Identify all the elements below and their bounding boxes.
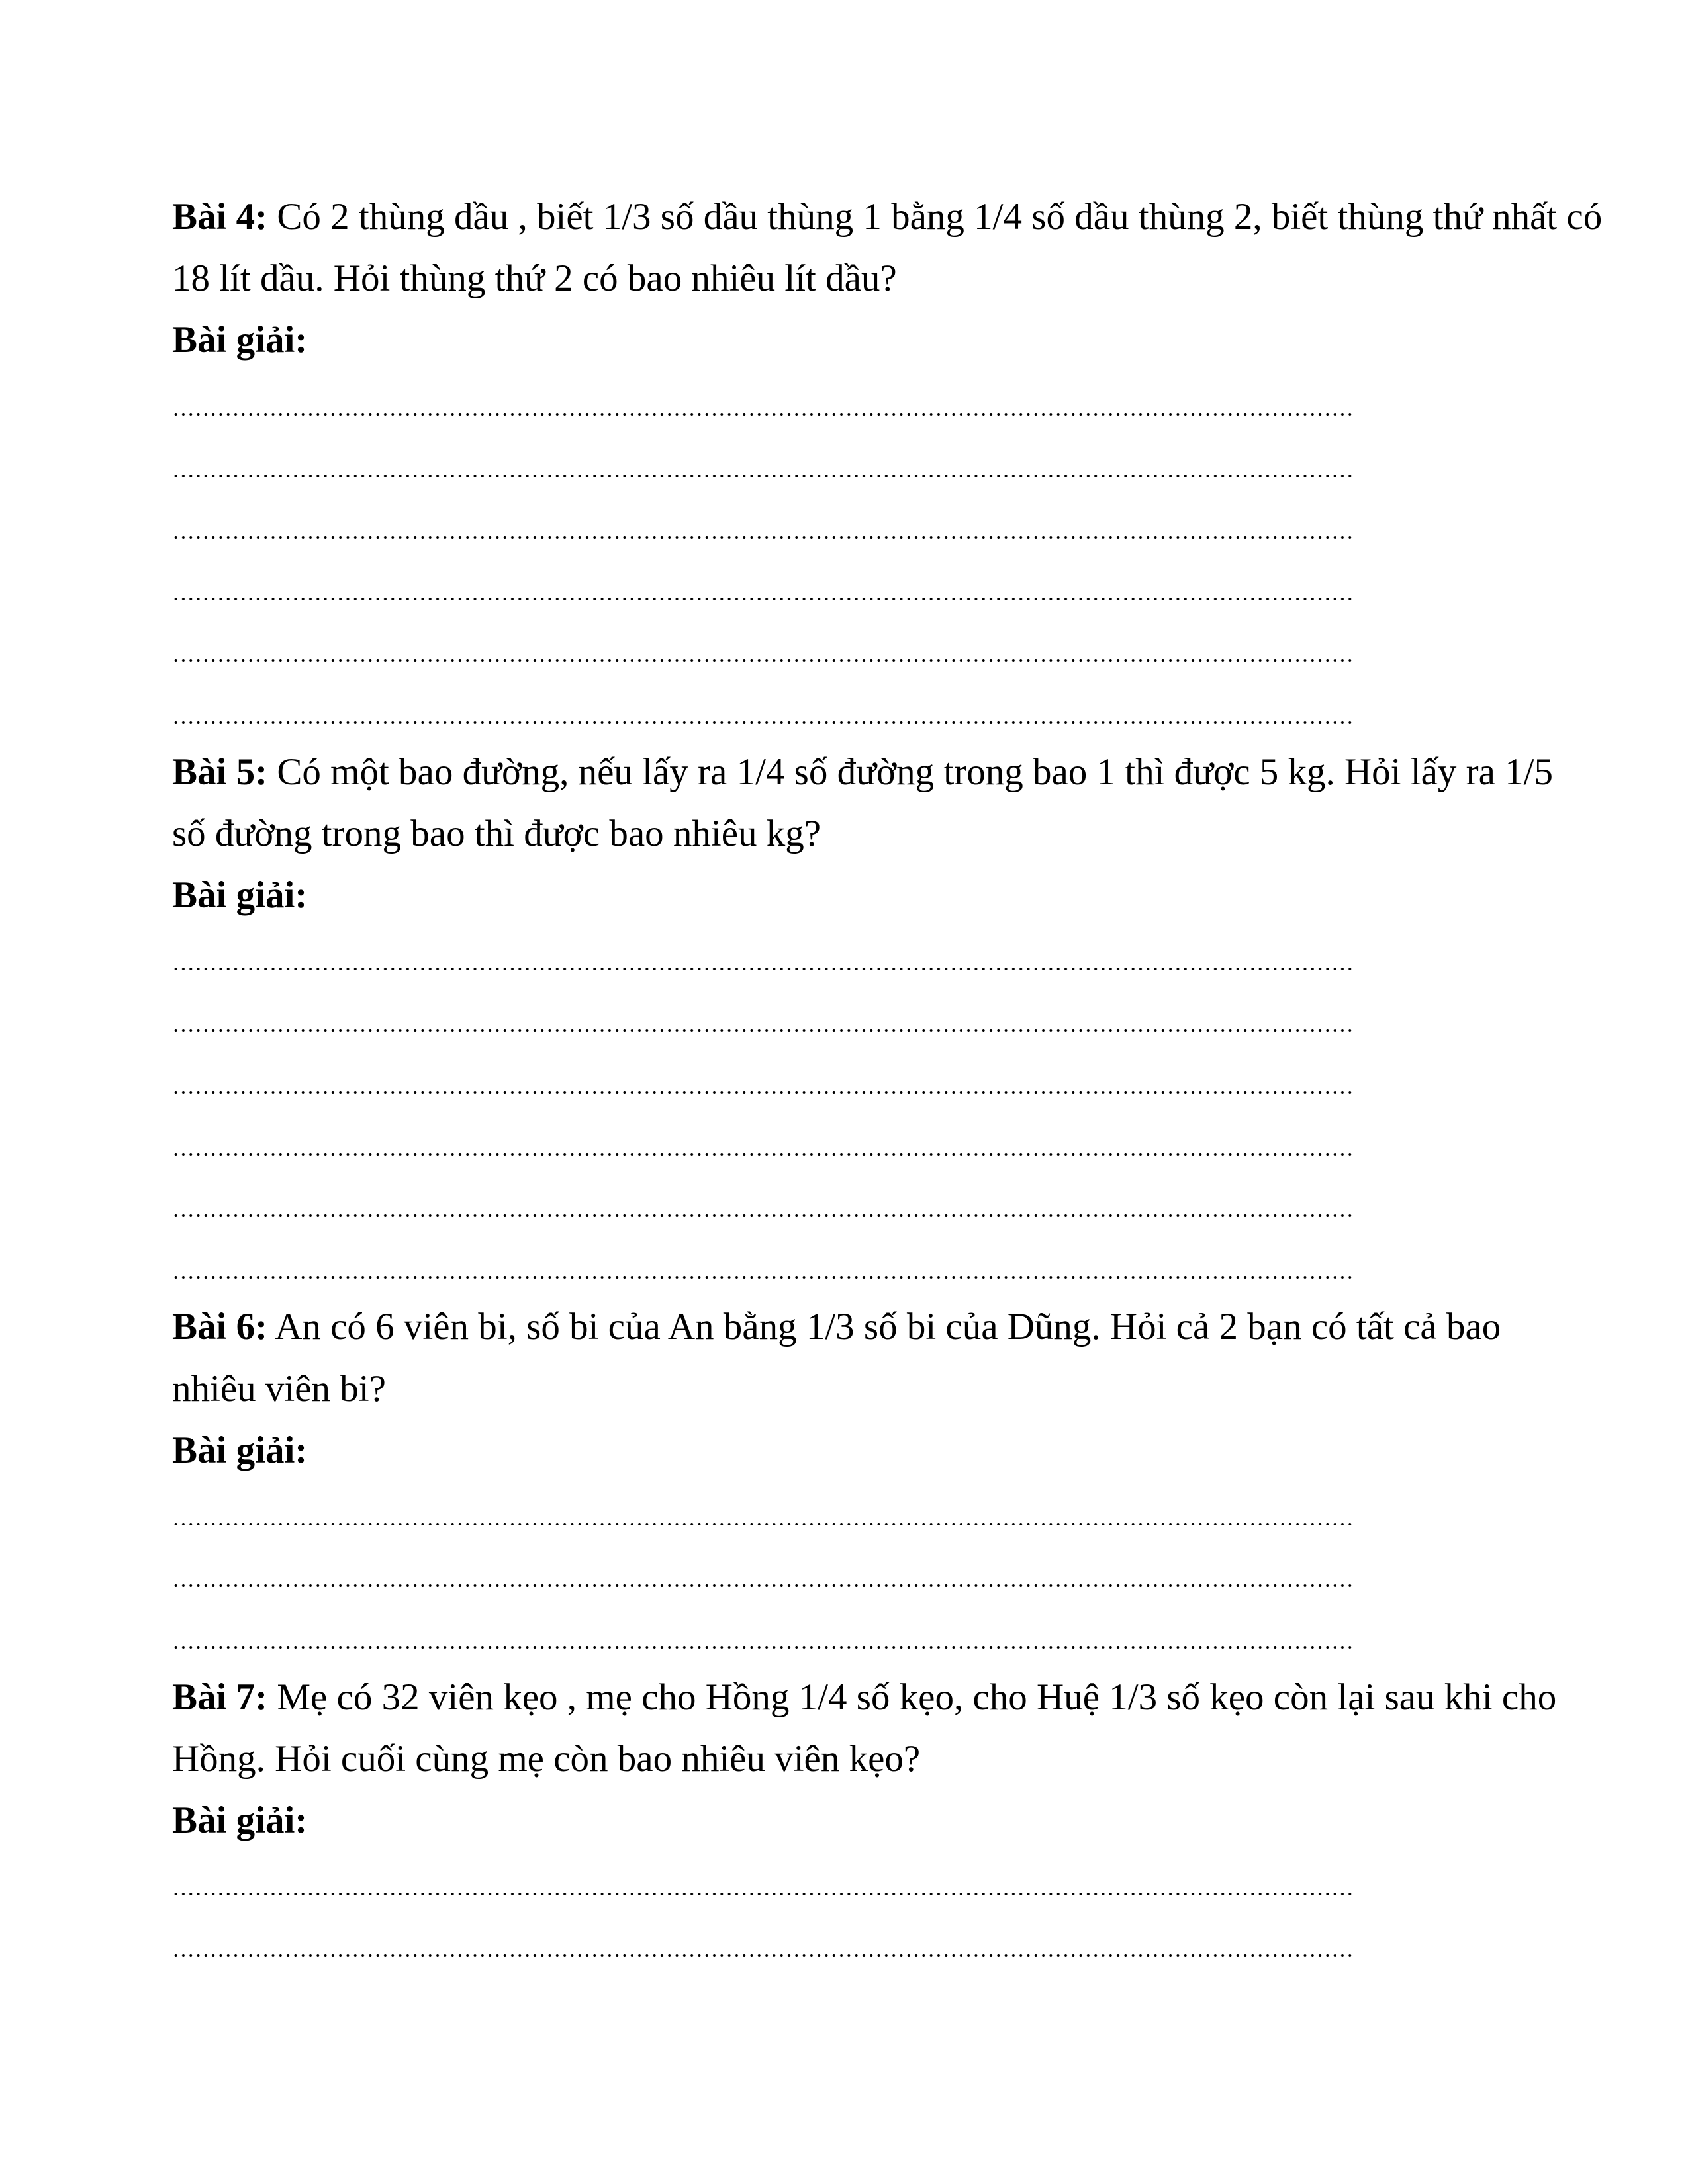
problem-block [172,741,1554,1297]
problem-text: An có 6 viên bi, số bi của An bằng 1/3 số bi của Dũng. Hỏi cả 2 bạn có tất cả bao [267,1306,1501,1348]
problem-label: Bài 6: [172,1306,268,1348]
answer-line[interactable] [172,371,1536,433]
answer-line[interactable] [172,494,1536,556]
answer-line[interactable] [172,1913,1536,1974]
solution-label: Bài giải: [172,1429,308,1471]
problem-block [172,186,1603,741]
dotted-rule [172,1522,1352,1526]
dotted-rule [172,1275,1352,1279]
dotted-rule [172,474,1352,478]
problem-statement-line: 18 lít dầu. Hỏi thùng thứ 2 có bao nhiêu lít dầu? [172,257,897,300]
answer-line[interactable] [172,1111,1536,1173]
answer-line[interactable] [172,1050,1536,1111]
problem-statement-line: số đường trong bao thì được bao nhiêu kg? [172,812,821,854]
dotted-rule [172,1091,1352,1095]
solution-label: Bài giải: [172,319,308,361]
problem-statement-line: nhiêu viên bi? [172,1367,386,1410]
dotted-rule [172,1892,1352,1896]
problem-statement-line [172,741,1554,803]
dotted-rule [172,597,1352,601]
problem-block [172,1296,1536,1666]
dotted-rule [172,967,1352,971]
problem-block [172,1666,1557,1975]
answer-line[interactable] [172,556,1536,617]
dotted-rule [172,1214,1352,1218]
answer-line[interactable] [172,987,1536,1049]
answer-line[interactable] [172,1173,1536,1234]
dotted-rule [172,659,1352,662]
answer-line[interactable] [172,1234,1536,1296]
dotted-rule [172,1954,1352,1958]
problem-label: Bài 7: [172,1676,268,1718]
problem-label: Bài 5: [172,751,268,793]
answer-line[interactable] [172,680,1536,741]
answer-line[interactable] [172,926,1536,987]
problem-statement-line [172,1296,1536,1357]
dotted-rule [172,1028,1352,1032]
answer-line[interactable] [172,433,1536,494]
problem-text: Có 2 thùng dầu , biết 1/3 số dầu thùng 1 bằng 1/4 số dầu thùng 2, biết thùng thứ nhất có [267,196,1603,238]
worksheet-page [172,186,1603,1974]
answer-line[interactable] [172,1604,1536,1666]
problem-text: Mẹ có 32 viên kẹo , mẹ cho Hồng 1/4 số kẹo, cho Huệ 1/3 số kẹo còn lại sau khi cho [267,1676,1557,1718]
problem-text: Có một bao đường, nếu lấy ra 1/4 số đường trong bao 1 thì được 5 kg. Hỏi lấy ra 1/5 [267,751,1554,793]
problem-label: Bài 4: [172,196,268,238]
solution-label: Bài giải: [172,1799,308,1841]
problem-statement-line [172,186,1603,248]
answer-line[interactable] [172,1851,1536,1913]
dotted-rule [172,1584,1352,1588]
dotted-rule [172,535,1352,539]
dotted-rule [172,1152,1352,1156]
answer-line[interactable] [172,617,1536,679]
answer-line[interactable] [172,1543,1536,1604]
problem-statement-line [172,1666,1557,1728]
solution-label: Bài giải: [172,874,308,917]
dotted-rule [172,412,1352,416]
dotted-rule [172,721,1352,725]
dotted-rule [172,1645,1352,1649]
problem-statement-line: Hồng. Hỏi cuối cùng mẹ còn bao nhiêu viên kẹo? [172,1737,921,1780]
answer-line[interactable] [172,1481,1536,1543]
